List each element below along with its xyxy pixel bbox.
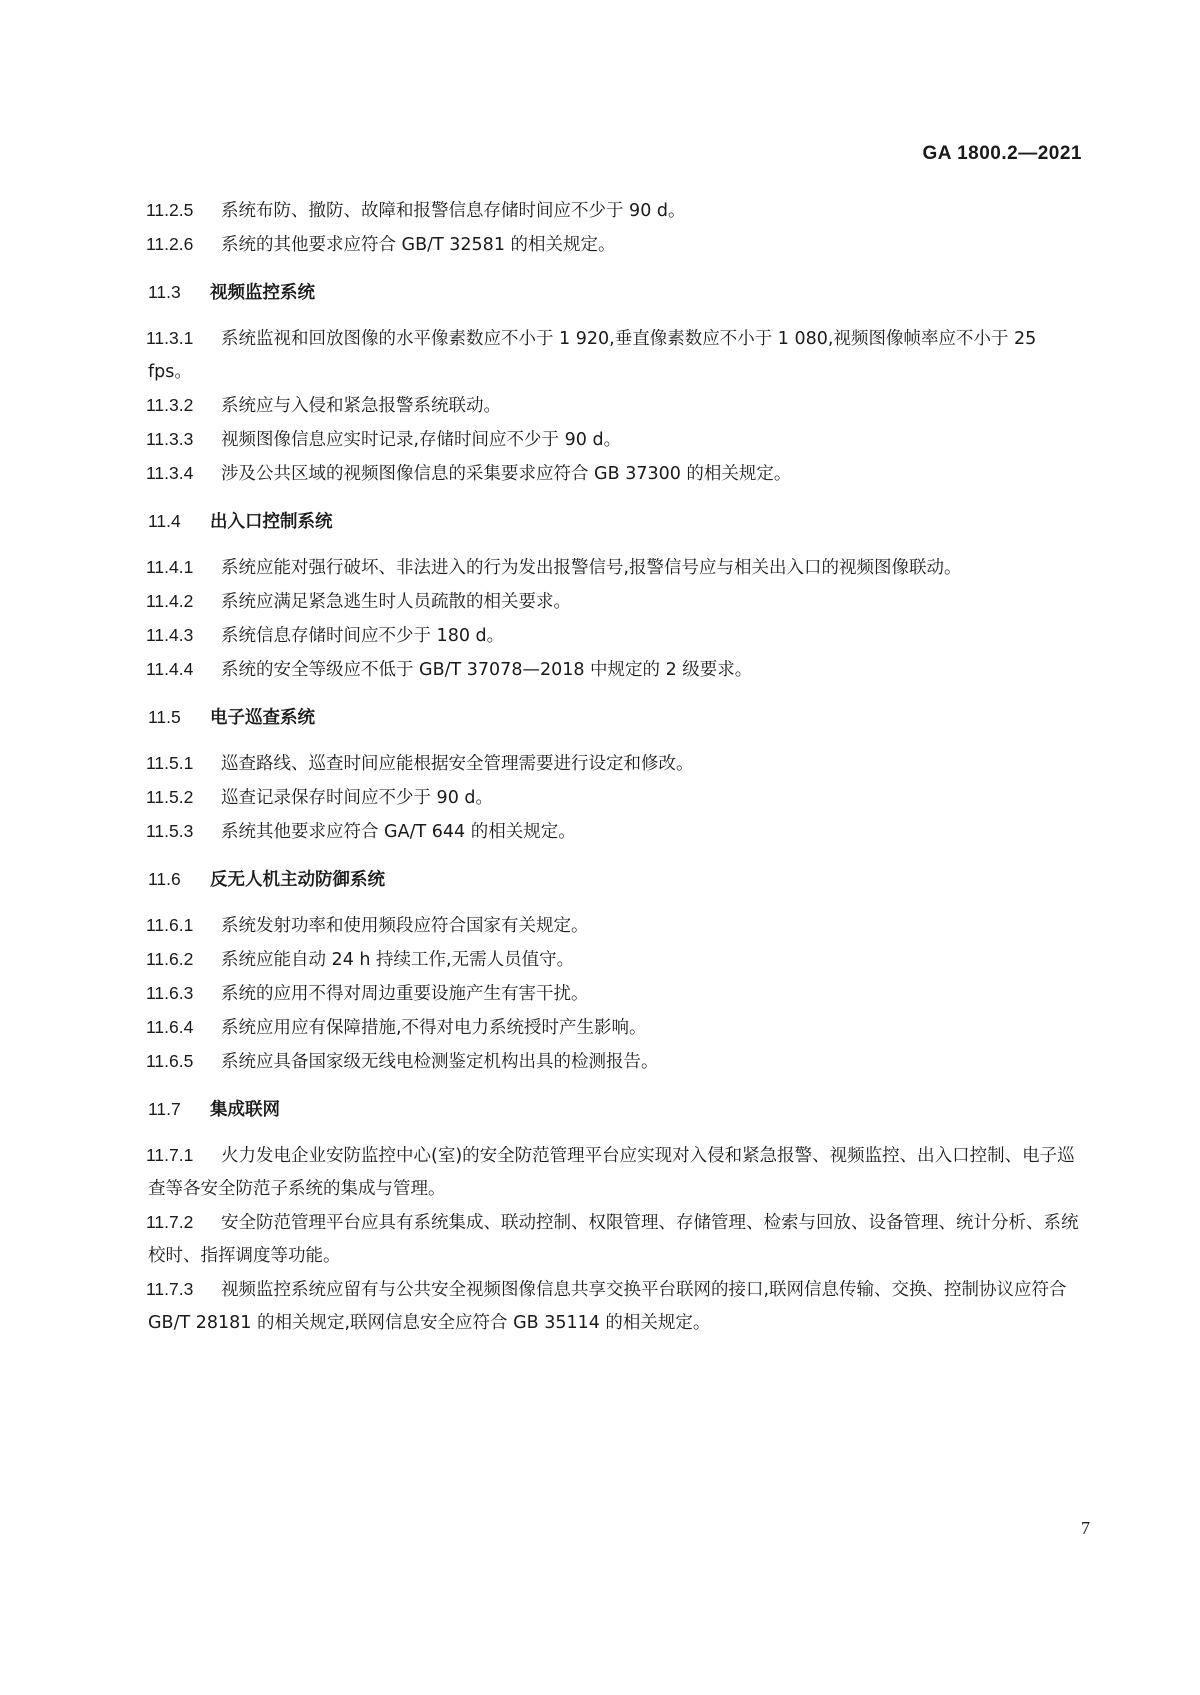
clause-text: 系统应满足紧急逃生时人员疏散的相关要求。 [221,592,571,612]
section-heading [148,701,1083,735]
clause [148,1139,1083,1206]
clause-number: 11.5.1 [146,753,194,773]
page-number: 7 [1081,1518,1090,1538]
clause [148,1011,1083,1045]
clause-number: 11.3.2 [146,395,194,415]
clause-text: 系统的其他要求应符合 GB/T 32581 的相关规定。 [221,235,616,255]
clause [148,1206,1083,1273]
clause-number: 11.7.1 [146,1145,194,1165]
section-number: 11.4 [148,511,181,531]
clause-text: 涉及公共区域的视频图像信息的采集要求应符合 GB 37300 的相关规定。 [221,464,792,484]
section-title: 视频监控系统 [210,283,315,303]
clause-text: 系统应与入侵和紧急报警系统联动。 [221,396,501,416]
clause [148,228,1083,262]
standard-code-header: GA 1800.2—2021 [922,143,1082,164]
clause-number: 11.7.2 [146,1212,194,1232]
clause [148,423,1083,457]
clause-text: 安全防范管理平台应具有系统集成、联动控制、权限管理、存储管理、检索与回放、设备管理、统计分析、系统校时、指挥调度等功能。 [148,1213,1079,1266]
section-heading [148,505,1083,539]
section-heading [148,1093,1083,1127]
clause-text: 火力发电企业安防监控中心(室)的安全防范管理平台应实现对入侵和紧急报警、视频监控、出入口控制、电子巡查等各安全防范子系统的集成与管理。 [148,1146,1075,1199]
clause-text: 巡查记录保存时间应不少于 90 d。 [221,788,494,808]
clause [148,551,1083,585]
clause-number: 11.4.3 [146,625,194,645]
clause [148,815,1083,849]
section-title: 出入口控制系统 [210,512,333,532]
clause-text: 系统的应用不得对周边重要设施产生有害干扰。 [221,984,589,1004]
clause-text: 系统应具备国家级无线电检测鉴定机构出具的检测报告。 [221,1052,659,1072]
clause [148,1273,1083,1340]
clause-number: 11.4.2 [146,591,194,611]
clause-text: 系统信息存储时间应不少于 180 d。 [221,626,505,646]
section-title: 集成联网 [210,1100,280,1120]
clause-text: 系统其他要求应符合 GA/T 644 的相关规定。 [221,822,576,842]
clause-number: 11.3.1 [146,328,194,348]
document-body [148,194,1083,1340]
clause [148,943,1083,977]
clause-number: 11.6.1 [146,915,194,935]
clause [148,619,1083,653]
clause-number: 11.4.4 [146,659,194,679]
section-heading [148,863,1083,897]
clause-number: 11.2.5 [146,200,194,220]
clause-text: 视频监控系统应留有与公共安全视频图像信息共享交换平台联网的接口,联网信息传输、交换、控制协议应符合 GB/T 28181 的相关规定,联网信息安全应符合 GB 35114 的相关规定。 [148,1280,1067,1333]
clause [148,389,1083,423]
clause [148,909,1083,943]
clause-text: 视频图像信息应实时记录,存储时间应不少于 90 d。 [221,430,622,450]
clause-number: 11.5.2 [146,787,194,807]
clause [148,1045,1083,1079]
clause-number: 11.5.3 [146,821,194,841]
clause-text: 系统监视和回放图像的水平像素数应不小于 1 920,垂直像素数应不小于 1 080,视频图像帧率应不小于 25 fps。 [148,329,1037,382]
clause-number: 11.6.2 [146,949,194,969]
clause [148,194,1083,228]
clause-number: 11.3.3 [146,429,194,449]
clause-text: 系统布防、撤防、故障和报警信息存储时间应不少于 90 d。 [221,201,686,221]
clause-text: 系统发射功率和使用频段应符合国家有关规定。 [221,916,589,936]
clause [148,653,1083,687]
section-number: 11.6 [148,869,181,889]
clause-text: 巡查路线、巡查时间应能根据安全管理需要进行设定和修改。 [221,754,694,774]
section-heading [148,276,1083,310]
clause [148,781,1083,815]
section-title: 电子巡查系统 [210,708,315,728]
section-number: 11.5 [148,707,181,727]
clause [148,457,1083,491]
clause-text: 系统应用应有保障措施,不得对电力系统授时产生影响。 [221,1018,647,1038]
clause-number: 11.6.4 [146,1017,194,1037]
clause-text: 系统的安全等级应不低于 GB/T 37078—2018 中规定的 2 级要求。 [221,660,753,680]
section-number: 11.3 [148,282,181,302]
clause [148,747,1083,781]
clause-text: 系统应能对强行破坏、非法进入的行为发出报警信号,报警信号应与相关出入口的视频图像联动。 [221,558,962,578]
clause-number: 11.2.6 [146,234,194,254]
clause-number: 11.4.1 [146,557,194,577]
clause-number: 11.3.4 [146,463,194,483]
clause [148,322,1083,389]
clause [148,585,1083,619]
section-title: 反无人机主动防御系统 [210,870,385,890]
section-number: 11.7 [148,1099,181,1119]
clause-number: 11.6.3 [146,983,194,1003]
clause-text: 系统应能自动 24 h 持续工作,无需人员值守。 [221,950,575,970]
clause [148,977,1083,1011]
clause-number: 11.6.5 [146,1051,194,1071]
clause-number: 11.7.3 [146,1279,194,1299]
